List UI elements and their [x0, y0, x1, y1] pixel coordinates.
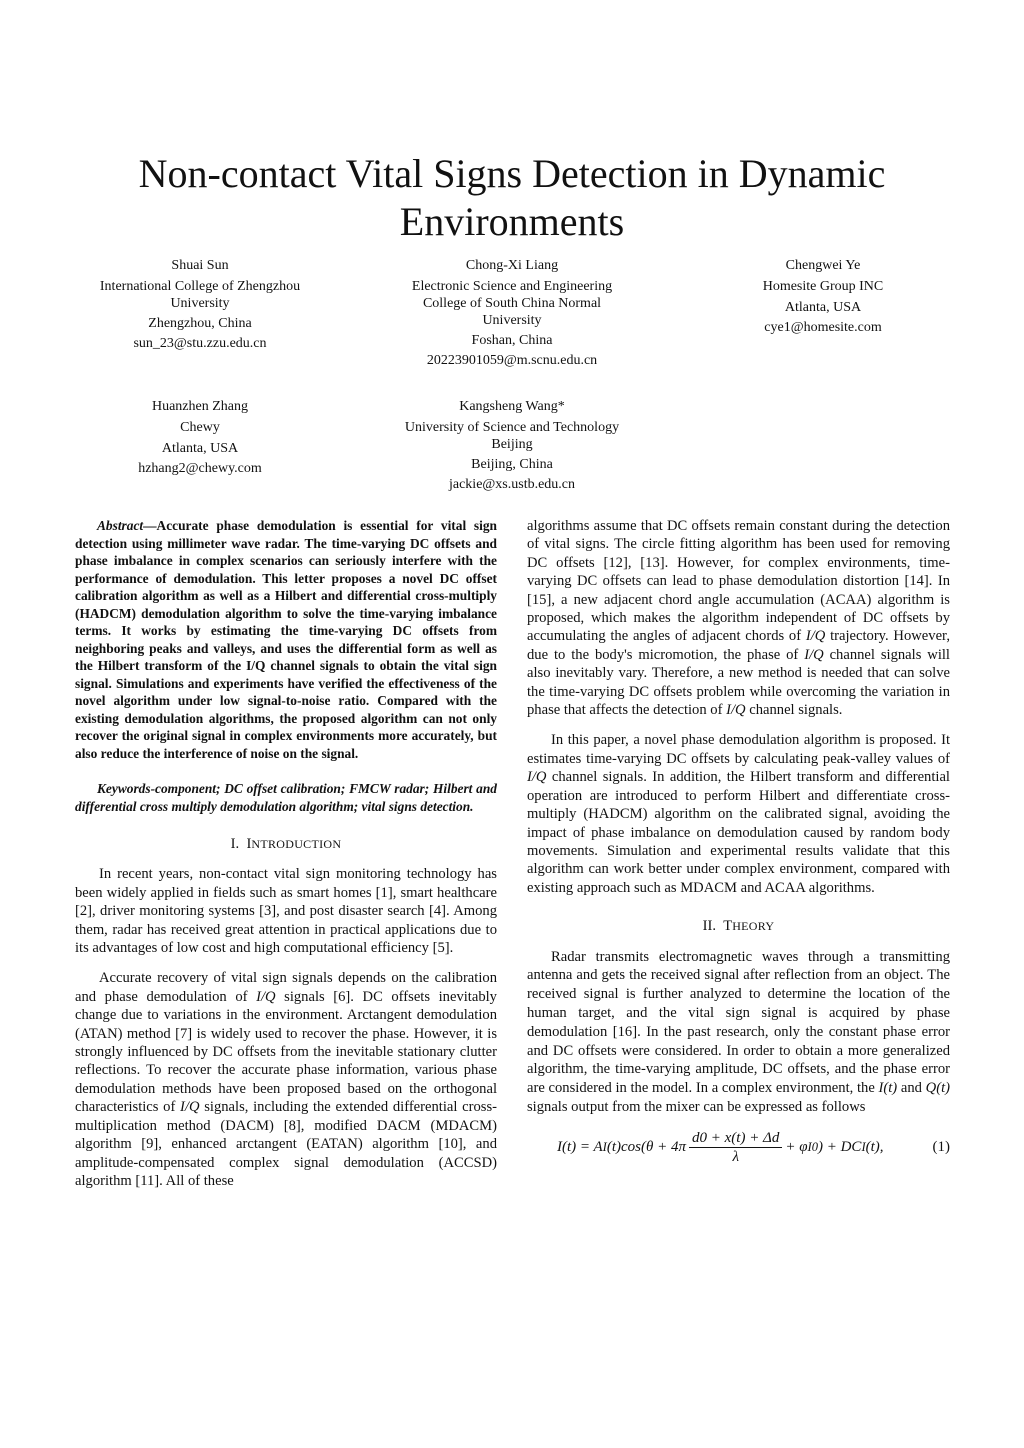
abstract: [75, 517, 497, 762]
paragraph: In this paper, a novel phase demodulation algorithm is proposed. It estimates time-varying DC offsets by calculating peak-valley values of I/Q channel signals. In addition, the Hilbert transform and differential operation are introduced to perform Hilbert and differentiate cross-multiply (HADCM) algorithm on the calibrated signal, avoiding the impact of phase imbalance on demodulation caused by random body movements. Simulation and experimental results validate that this algorithm can work better under complex environment, compared with existing approach such as MDACM and ACAA algorithms.: [527, 732, 950, 896]
author-name: Chong-Xi Liang: [465, 258, 559, 273]
paragraph: In recent years, non-contact vital sign monitoring technology has been widely applied in fields such as smart homes [1], smart healthcare [2], driver monitoring systems [3], and post disaster search [4]. Among them, radar has received great attention in practical applications due to its advantages of low cost and high computational efficiency [5].: [75, 866, 497, 957]
keywords: Keywords-component; DC offset calibration; FMCW radar; Hilbert and differential cross multiply demodulation algorithm; vital signs detection.: [75, 781, 497, 814]
paragraph: Accurate recovery of vital sign signals depends on the calibration and phase demodulation of I/Q signals [6]. DC offsets inevitably change due to variations in the environment. Arctangent demodulation (ATAN) method [7] is widely used to recover the phase. However, it is strongly influenced by DC offsets from the inevitable stationary clutter reflections. To recover the accurate phase information, various phase demodulation methods have been proposed based on the orthogonal characteristics of I/Q signals, including the extended differential cross-multiplication method (DACM) [8], modified DACM (MDACM) algorithm [9], enhanced arctangent (EATAN) algorithm [10], and amplitude-compensated complex signal demodulation (ACCSD) algorithm [11]. All of these: [75, 970, 497, 1189]
author-block: [392, 397, 632, 495]
abstract-lead: Abstract: [97, 518, 144, 533]
author-block: [392, 256, 632, 371]
section-heading-theory: II. THEORY: [702, 918, 775, 935]
left-column: [75, 517, 497, 1202]
author-block: [80, 397, 320, 479]
author-email: sun_23@stu.zzu.edu.cn: [133, 336, 267, 351]
author-location: Foshan, China: [471, 333, 553, 348]
author-email: 20223901059@m.scnu.edu.cn: [426, 353, 598, 368]
author-email: hzhang2@chewy.com: [138, 461, 262, 476]
author-location: Atlanta, USA: [784, 300, 862, 315]
author-email: jackie@xs.ustb.edu.cn: [448, 477, 576, 492]
paragraph: Radar transmits electromagnetic waves through a transmitting antenna and gets the received signal after reflection from an object. The received signal is further analyzed to determine the location of the human target, and the vital sign signal is acquired by phase demodulation [16]. In the past research, only the constant phase error and DC offsets were considered. In order to obtain a more generalized algorithm, the time-varying amplitude, DC offsets, and the phase error are considered in the model. In a complex environment, the I(t) and Q(t) signals output from the mixer can be expressed as follows: [527, 948, 950, 1115]
author-location: Atlanta, USA: [161, 441, 239, 456]
equation-number: (1): [932, 1139, 950, 1156]
abstract-text: —Accurate phase demodulation is essential for vital sign detection using millimeter wave radar. The time-varying DC offsets and phase imbalance in complex scenarios can seriously interfere with the performance of demodulation. This letter proposes a novel DC offset calibration algorithm as well as a Hilbert and differential cross-multiply (HADCM) demodulation algorithm to solve the time-varying imbalance terms. It works by estimating the time-varying DC offsets from neighboring peaks and valleys, and uses the differential form as well as the Hilbert transform of the I/Q channel signals to obtain the vital sign signal. Simulations and experiments have verified the effectiveness of the novel algorithm under low signal-to-noise ratio. Compared with the existing demodulation algorithms, the proposed algorithm can not only recover the original signal in complex environments more accurately, but also reduce the interference of noise on the signal.: [75, 518, 497, 761]
author-block: [80, 256, 320, 354]
author-affiliation: Chewy: [180, 420, 220, 435]
author-affiliation: University of Science and Technology Beijing: [404, 420, 620, 452]
equation-1: [527, 1129, 950, 1167]
paragraph-continued: algorithms assume that DC offsets remain constant during the detection of vital signs. The circle fitting algorithm has been used for removing DC offsets [12], [13]. However, for complex environments, time-varying DC offsets can lead to phase demodulation distortion [14]. In [15], a new adjacent chord angle accumulation (ACAA) algorithm is proposed, which makes the algorithm independent of DC offsets by accumulating the angles of adjacent chords of I/Q trajectory. However, due to the body's micromotion, the phase of I/Q channel signals will also inevitably vary. Therefore, a new method is needed that can solve the time-varying DC offsets problem while overcoming the variation in phase that affects the detection of I/Q channel signals.: [527, 518, 950, 719]
author-block: [703, 256, 943, 338]
author-name: Chengwei Ye: [785, 258, 861, 273]
author-affiliation: Electronic Science and Engineering College of South China Normal University: [411, 279, 613, 328]
author-location: Beijing, China: [471, 457, 553, 472]
author-name: Huanzhen Zhang: [151, 399, 249, 414]
author-affiliation: Homesite Group INC: [762, 279, 884, 294]
author-name: Kangsheng Wang*: [459, 399, 565, 414]
section-heading-introduction: I. INTRODUCTION: [230, 836, 342, 852]
equation-fraction: $\frac{d0 + x(t) + \Delta d}{\lambda}$: [689, 1129, 782, 1167]
author-email: cye1@homesite.com: [764, 320, 882, 335]
author-location: Zhengzhou, China: [148, 316, 252, 331]
paper-title: Non-contact Vital Signs Detection in Dynamic Environments: [138, 151, 886, 244]
right-column: [527, 517, 950, 1167]
equation-body: I(t) = A I (t)cos(θ + 4π $\frac{d0 + x(t) + \Delta d}{\lambda}$ + φ I0 ) + DC I (t),: [557, 1129, 884, 1166]
author-affiliation: International College of Zhengzhou University: [99, 279, 301, 311]
author-name: Shuai Sun: [171, 258, 229, 273]
